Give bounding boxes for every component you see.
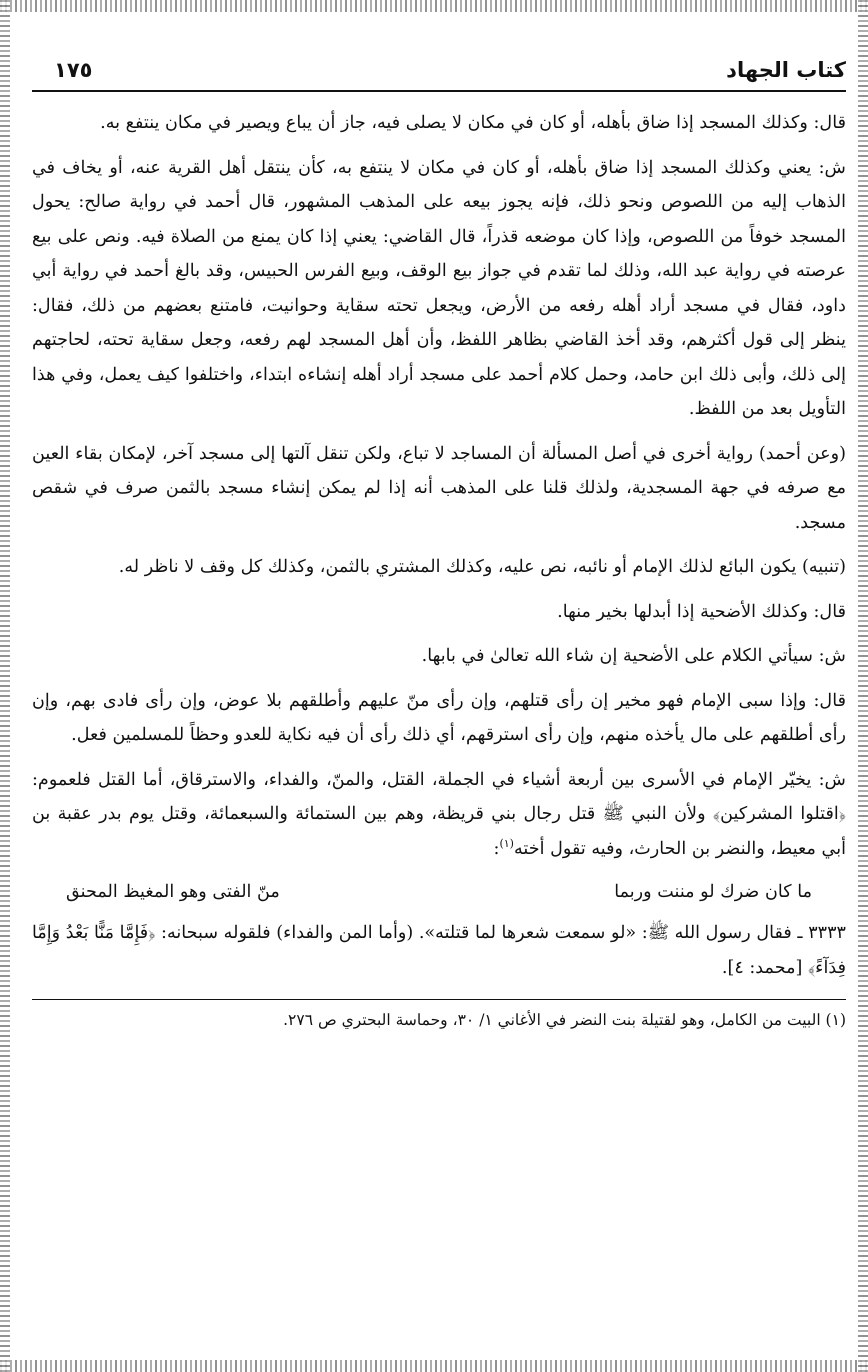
paragraph: قال: وكذلك المسجد إذا ضاق بأهله، أو كان في مكان لا يصلى فيه، جاز أن يباع ويصير في مكان ينتفع به. <box>100 113 846 133</box>
decorative-border-top <box>0 0 868 12</box>
paragraph-colon: : <box>493 838 500 859</box>
hadith-paragraph: ٣٣٣٣ ـ فقال رسول الله ﷺ: «لو سمعت شعرها لما قتلته». (وأما المن والفداء) فلقوله سبحانه: ﴿فَإِمَّا مَنًّا بَعْدُ وَإِمَّا فِدَآءً﴾ [محمد: ٤]. <box>32 923 846 978</box>
poetry-verse <box>26 874 852 910</box>
chapter-title: كتاب الجهاد <box>726 58 846 82</box>
book-page <box>26 28 852 1353</box>
verse-second-hemistich: منّ الفتى وهو المغيظ المحنق <box>66 882 280 902</box>
verse-first-hemistich: ما كان ضرك لو مننت وربما <box>614 882 812 902</box>
paragraph: ش: سيأتي الكلام على الأضحية إن شاء الله تعالىٰ في بابها. <box>421 646 846 666</box>
decorative-border-left <box>0 0 10 1372</box>
decorative-border-right <box>858 0 868 1372</box>
paragraph: (تنبيه) يكون البائع لذلك الإمام أو نائبه، نص عليه، وكذلك المشتري بالثمن، وكذلك كل وقف لا ناظر له. <box>118 557 846 577</box>
page-body-continued <box>26 916 852 985</box>
paragraph: (وعن أحمد) رواية أخرى في أصل المسألة أن المساجد لا تباع، ولكن تنقل آلتها إلى مسجد آخر، لإمكان بقاء العين مع صرفه في جهة المسجدية، ولذلك قلنا على المذهب أنه إذا لم يمكن إنشاء مسجد بالثمن صرف في شقص مسجد. <box>32 443 846 533</box>
footnote-reference[interactable]: (١) <box>499 836 514 850</box>
paragraph-text: ش: يخيّر الإمام في الأسرى بين أربعة أشياء في الجملة، القتل، والمنّ، والفداء، والاسترقاق، أما القتل فلعموم: ﴿اقتلوا المشركين﴾ ولأن النبي ﷺ قتل رجال بني قريظة، وهم بين الستمائة والسبعمائة، وقتل يوم بدر عقبة بن أبي معيط، والنضر بن الحارث، وفيه تقول أخته <box>32 769 846 859</box>
paragraph: قال: وكذلك الأضحية إذا أبدلها بخير منها. <box>557 601 846 622</box>
page-number: ١٧٥ <box>54 58 93 82</box>
paragraph <box>32 763 846 867</box>
page-header <box>32 28 846 92</box>
page-body <box>26 106 852 866</box>
decorative-border-bottom <box>0 1360 868 1372</box>
footnote: (١) البيت من الكامل، وهو لقتيلة بنت النضر في الأغاني ١/ ٣٠، وحماسة البحتري ص ٢٧٦. <box>283 1011 846 1029</box>
paragraph: قال: وإذا سبى الإمام فهو مخير إن رأى قتلهم، وإن رأى منّ عليهم وأطلقهم بلا عوض، وإن رأى فادى بهم، وإن رأى أطلقهم على مال يأخذه منهم، وإن رأى استرقهم، أي ذلك رأى أن فيه نكاية للعدو وحظاً للمسلمين فعل. <box>32 690 846 745</box>
paragraph: ش: يعني وكذلك المسجد إذا ضاق بأهله، أو كان في مكان لا ينتفع به، كأن ينتقل أهل القرية عنه، أو يخاف في الذهاب إليه من اللصوص ونحو ذلك، فإنه يجوز بيعه على المذهب المشهور، قال أحمد في رواية صالح: يحول المسجد خوفاً من اللصوص، وإذا كان موضعه قذراً، قال القاضي: يعني إذا كان يمنع من الصلاة فيه. ونص على بيع عرصته في رواية عبد الله، وذلك لما تقدم في جواز بيع الوقف، وبيع الفرس الحبيس، وقد بالغ أحمد في رواية أبي داود، فقال في مسجد أراد أهله رفعه من الأرض، ويجعل تحته سقاية وحوانيت، فامتنع بعضهم من ذلك، فقال: ينظر إلى قول أكثرهم، وقد أخذ القاضي بظاهر اللفظ، وأن أهل المسجد لهم رفعه، وجعل سقاية تحته، لحاجتهم إلى ذلك، وأبى ذلك ابن حامد، وحمل كلام أحمد على مسجد أراد أهله إنشاءه ابتداء، واختلفوا كيف يعمل، وفي هذا التأويل بعد من اللفظ. <box>32 157 846 419</box>
